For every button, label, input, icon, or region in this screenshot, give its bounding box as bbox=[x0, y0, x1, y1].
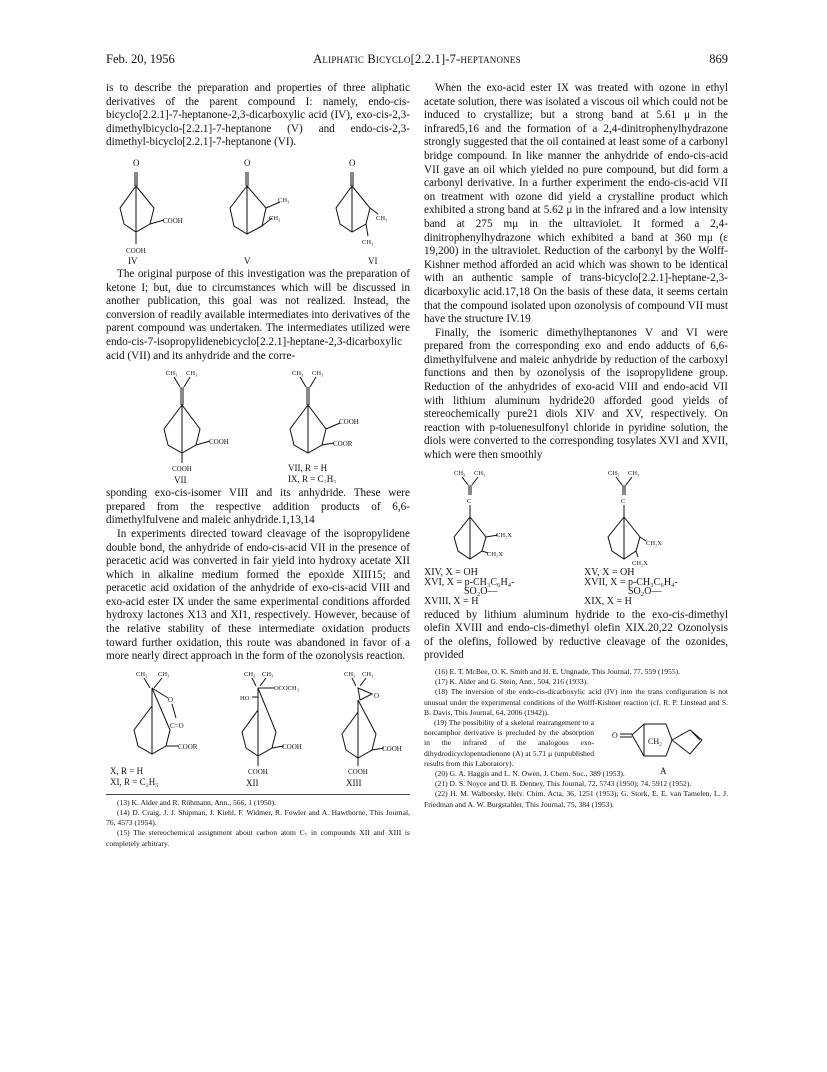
structure-xiii bbox=[342, 671, 402, 788]
compound-label: IV bbox=[128, 255, 138, 264]
struct-label: CH₃ bbox=[166, 370, 178, 378]
footnote: (16) E. T. McBee, O. K. Smith and H. E. Ungnade, This Journal, 77, 559 (1955). bbox=[435, 667, 681, 676]
struct-label: O bbox=[612, 731, 618, 741]
compound-label: XIII bbox=[346, 777, 362, 788]
compound-label: V bbox=[244, 255, 251, 264]
struct-label: CH₃ bbox=[186, 370, 198, 378]
struct-label: O bbox=[133, 157, 140, 168]
struct-label: C=O bbox=[170, 721, 184, 730]
struct-label: COOH bbox=[163, 216, 183, 225]
struct-label: CH₂X bbox=[632, 559, 648, 567]
struct-label: O bbox=[244, 157, 251, 168]
structures-xiv-xix bbox=[424, 465, 728, 605]
struct-label: CH₃ bbox=[312, 370, 324, 378]
struct-label: CH₂X bbox=[487, 550, 503, 558]
struct-label: O bbox=[374, 691, 380, 700]
footnote: (22) H. M. Walborsky, Helv. Chim. Acta, 36, 1251 (1953); G. Stork, E. E. van Tamelen, L. J. Friedman and A. W. Burgstahler, This Journal, 75, 384 (1953). bbox=[424, 789, 728, 809]
compound-label: VII, R = H bbox=[288, 463, 328, 474]
compound-label: SO₂O— bbox=[464, 585, 498, 597]
footnotes-left bbox=[106, 794, 410, 849]
struct-label: CH₃ bbox=[344, 670, 356, 678]
paragraph: is to describe the preparation and properties of three aliphatic derivatives of the parent compound I: namely, endo-cis-bicyclo[2.2.1]-7-heptanone-2,3-dicarboxylic acid (IV), exo-cis-2,3-dimethylbicyclo-[2.2.1]-7-heptanone (V) and endo-cis-2,3-dimethyl-bicyclo[2.2.1]-7-heptanone (VI). bbox=[106, 82, 410, 149]
compound-label: XV, X = OH bbox=[584, 566, 635, 578]
running-header bbox=[106, 52, 728, 68]
struct-label: OCOCH₃ bbox=[274, 684, 300, 692]
struct-label: HO bbox=[240, 694, 250, 702]
struct-label: CH₃ bbox=[136, 670, 148, 678]
compound-label: XI, R = C₂H₅ bbox=[110, 776, 159, 787]
compound-label: VII bbox=[174, 475, 187, 484]
paragraph: In experiments directed toward cleavage of the isopropylidene double bond, the anhydride of endo-cis-acid VII in the presence of peracetic acid was converted in fair yield into hydroxy acetate XII which in alkaline medium formed the epoxide XIII15; and peracetic acid oxidation of the anhydride of exo-cis-acid VIII and exo-acid ester IX under the same experimental conditions afforded hydroxy lactones X13 and XI1, respectively. However, because of the relative stability of these intermediate oxidation products toward further oxidation, this route was abandoned in favor of a more nearly direct approach in the form of the ozonolysis reaction. bbox=[106, 527, 410, 663]
right-column bbox=[424, 82, 728, 810]
structure-xv-xvii-xix bbox=[608, 470, 662, 567]
paragraph: The original purpose of this investigation was the preparation of ketone I; but, due to circumstances which will be discussed in another publication, this goal was not realized. Instead, the conversion of readily available intermediates into derivatives of the parent compound was undertaken. The intermediates utilized were endo-cis-7-isopropylidenebicyclo[2.2.1]-heptane-2,3-dicarboxylic acid (VII) and its anhydride and the corre- bbox=[106, 267, 410, 362]
structure-v bbox=[230, 158, 289, 264]
struct-label: COOH bbox=[382, 744, 402, 753]
structure-xiv-xvi-xviii bbox=[454, 470, 512, 559]
struct-label: C bbox=[467, 497, 472, 505]
structure-vii bbox=[164, 370, 229, 483]
left-column bbox=[106, 82, 410, 849]
compound-label: XVII, X = p-CH₃C₆H₄- bbox=[584, 576, 678, 588]
compound-label: XII bbox=[246, 777, 259, 788]
struct-label: CH₂ bbox=[648, 737, 662, 747]
footnote: (14) D. Craig, J. J. Shipman, J. Kiehl, F. Widmer, R. Fowler and A. Hawthorne, This Journal, 76, 4573 (1954). bbox=[106, 808, 410, 828]
struct-label: CH₃ bbox=[454, 469, 466, 477]
footnotes-right bbox=[424, 667, 728, 810]
struct-label: CH₃ bbox=[608, 469, 620, 477]
footnote: (17) K. Alder and G. Stein, Ann., 504, 216 (1933). bbox=[435, 677, 589, 687]
footnote: (19) The possibility of a skeletal rearrangement to a norcamphor derivative is precluded by the absorption in the infrared of the analogous exo-dihydrodicyclopentadienone (A) at 5.71 μ (unpublished results from this Laboratory). bbox=[424, 718, 594, 768]
compound-label: SO₂O— bbox=[628, 585, 662, 597]
struct-label: COOR bbox=[333, 440, 353, 449]
struct-label: CH₃ bbox=[292, 370, 304, 378]
compound-label: X, R = H bbox=[110, 765, 144, 776]
structures-iv-v-vi bbox=[106, 152, 410, 264]
struct-label: CH₃ bbox=[158, 670, 170, 678]
struct-label: CH₃ bbox=[362, 238, 374, 246]
struct-label: CH₃ bbox=[278, 196, 290, 204]
header-date: Feb. 20, 1956 bbox=[106, 52, 175, 66]
compound-label: A bbox=[660, 766, 667, 777]
footnote: (13) K. Alder and R. Rühmann, Ann., 566, 1 (1950). bbox=[117, 797, 277, 807]
compound-label: VI bbox=[368, 255, 378, 264]
structure-a bbox=[610, 720, 720, 782]
structure-iv bbox=[120, 158, 183, 264]
struct-label: COOR bbox=[178, 742, 198, 751]
footnote: (18) The inversion of the endo-cis-dicarboxylic acid (IV) into the trans configuration is not unusual under the experimental conditions of the Wolff-Kishner reaction (cf. R. P. Linstead and S. B. Davis, This Journal, 64, 2006 (1942)). bbox=[424, 687, 728, 717]
structures-vii-ix bbox=[106, 365, 410, 483]
structures-x-xiii bbox=[106, 666, 410, 788]
structure-vii-ix bbox=[288, 370, 359, 483]
compound-label: XIV, X = OH bbox=[424, 566, 478, 578]
footnote: (21) D. S. Noyce and D. B. Denney, This Journal, 72, 5743 (1950); 74, 5912 (1952). bbox=[435, 779, 692, 789]
paragraph: reduced by lithium aluminum hydride to the exo-cis-dimethyl olefin XVIII and endo-cis-dimethyl olefin XIX.20,22 Ozonolysis of the olefins, followed by reductive cleavage of the ozonides, provided bbox=[424, 608, 728, 662]
compound-label: XIX, X = H bbox=[584, 595, 632, 605]
struct-label: CH₃ bbox=[262, 670, 274, 678]
struct-label: COOH bbox=[348, 767, 368, 776]
struct-label: CH₃ bbox=[362, 670, 374, 678]
footnote: (20) G. A. Haggis and L. N. Owen, J. Chem. Soc., 389 (1953). bbox=[435, 769, 625, 779]
paragraph: Finally, the isomeric dimethylheptanones V and VI were prepared from the corresponding exo and endo adducts of 6,6-dimethylfulvene and maleic anhydride by reduction of the carboxyl functions and then by ozonolysis of the isopropylidene group. Reduction of the anhydrides of exo-acid VIII and endo-acid VII with lithium aluminum hydride20 afforded good yields of stereochemically pure21 diols XIV and XV, respectively. On reaction with p-toluenesulfonyl chloride in pyridine solution, the diols were converted to the corresponding tosylates XVI and XVII, which were then smoothly bbox=[424, 326, 728, 462]
struct-label: COOH bbox=[209, 438, 229, 447]
struct-label: COOH bbox=[172, 465, 192, 474]
compound-label: IX, R = C₂H₅ bbox=[288, 474, 337, 484]
paragraph: When the exo-acid ester IX was treated with ozone in ethyl acetate solution, there was isolated a viscous oil which could not be induced to crystallize; but a strong band at 5.61 μ in the infrared5,16 and the formation of a 2,4-dinitrophenylhydrazone strongly suggested that the oil contained at least some of a carbonyl bridge compound. In like manner the anhydride of endo-cis-acid VII gave an oil which yielded no pure compound, but did form a carbonyl derivative. In a further experiment the endo-cis-acid VII on treatment with ozone did yield a crystalline product which exhibited a strong band at 5.62 μ in the infrared and a low intensity band at 275 mμ in the ultraviolet. It formed a 2,4-dinitrophenylhydrazone which exhibited a band at 360 mμ (ε 19,200) in the ultraviolet. Reduction of the carbonyl by the Wolff-Kishner method afforded an acid which was shown to be identical with an authentic sample of trans-bicyclo[2.2.1]-heptane-2,3-dicarboxylic acid.17,18 On the basis of these data, it seems certain that the compound isolated upon ozonolysis of compound VII must have the structure IV.19 bbox=[424, 82, 728, 326]
struct-label: O bbox=[168, 695, 174, 704]
structure-vi bbox=[336, 158, 387, 264]
header-title: Aliphatic Bicyclo[2.2.1]-7-heptanones bbox=[313, 52, 521, 66]
page-number: 869 bbox=[709, 52, 728, 66]
struct-label: CH₃ bbox=[376, 214, 388, 222]
structure-xii bbox=[240, 671, 302, 788]
struct-label: CH₃ bbox=[474, 469, 486, 477]
struct-label: COOH bbox=[282, 742, 302, 751]
struct-label: CH₃ bbox=[244, 670, 256, 678]
struct-label: CH₂X bbox=[496, 531, 512, 539]
footnote: (15) The stereochemical assignment about carbon atom C₇ in compounds XII and XIII is completely arbitrary. bbox=[106, 828, 410, 848]
paragraph: sponding exo-cis-isomer VIII and its anhydride. These were prepared from the respective addition products of 6,6-dimethylfulvene and maleic anhydride.1,13,14 bbox=[106, 487, 410, 527]
compound-label: XVI, X = p-CH₃C₆H₄- bbox=[424, 576, 515, 588]
struct-label: O bbox=[349, 157, 356, 168]
struct-label: COOH bbox=[126, 246, 146, 255]
structure-x-xi bbox=[110, 671, 198, 787]
struct-label: CH₃ bbox=[269, 214, 281, 222]
compound-label: XVIII, X = H bbox=[424, 595, 479, 605]
struct-label: C bbox=[621, 497, 626, 505]
struct-label: CH₂X bbox=[646, 539, 662, 547]
struct-label: COOH bbox=[248, 767, 268, 776]
struct-label: COOH bbox=[339, 418, 359, 427]
struct-label: CH₃ bbox=[628, 469, 640, 477]
